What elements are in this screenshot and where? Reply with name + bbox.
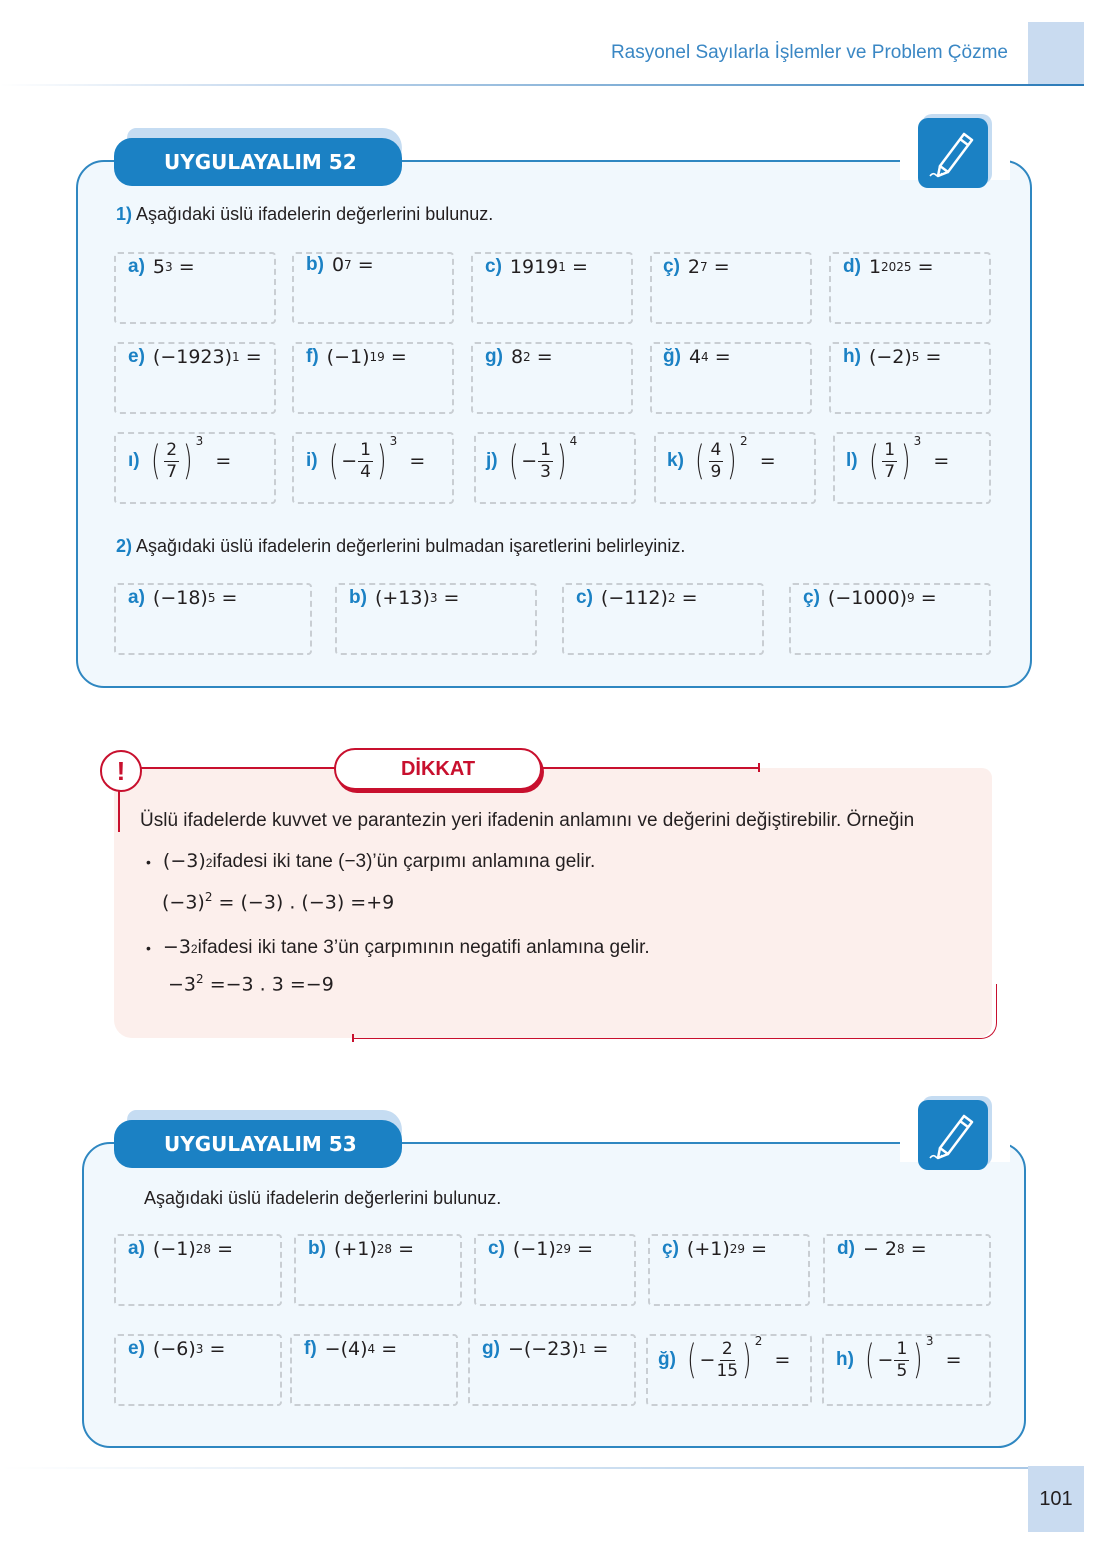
example-2: $-3^2 =-3$ . 3 =−9 — [168, 972, 334, 996]
fraction-expression: ğ) ( − $\frac{2}{15}$ ) $^2$ = — [658, 1334, 791, 1383]
expression-item: ç) (−1000) 9 = — [803, 587, 937, 609]
expression-item: c) 1919 1 = — [485, 256, 588, 278]
expression-item: c) (−1) 29 = — [488, 1238, 593, 1260]
bullet-marker: • — [146, 854, 151, 870]
pencil-icon — [918, 118, 988, 188]
example-1: $(-3)^2 = (-3)$ . (−3) =+9 — [162, 890, 395, 914]
warning-bottom-right-rule — [352, 984, 997, 1039]
footer-rule — [0, 1467, 1028, 1469]
question-2-number: 2) — [116, 536, 133, 556]
header-corner-block — [1028, 22, 1084, 86]
expression-item: b) (+13) 3 = — [349, 587, 460, 609]
pencil-icon — [918, 1100, 988, 1170]
bullet-marker: • — [146, 940, 151, 956]
expression-item: a) 5 3 = — [128, 256, 195, 278]
exercise-52-tab: UYGULAYALIM 52 — [114, 138, 402, 186]
question-53-text: Aşağıdaki üslü ifadelerin değerlerini bulunuz. — [144, 1188, 502, 1208]
expression-item: h) (−2) 5 = — [843, 346, 942, 368]
expression-item: f) −(4) 4 = — [304, 1338, 398, 1360]
fraction-expression: ı) ( $\frac{2}{7}$ ) $^3$ = — [128, 434, 232, 484]
exercise-53-tab: UYGULAYALIM 53 — [114, 1120, 402, 1168]
header-rule — [0, 84, 1084, 86]
bullet-1: • (−3) 2 ifadesi iki tane (−3)’ün çarpımı anlamına gelir. — [146, 850, 596, 872]
running-header: Rasyonel Sayılarla İşlemler ve Problem Çözme — [610, 42, 1008, 63]
warning-intro: Üslü ifadelerde kuvvet ve parantezin yeri ifadenin anlamını ve değerini değiştirebilir. Örneğin — [140, 810, 915, 831]
question-1-title — [116, 204, 493, 225]
page-number: 101 — [1039, 1488, 1073, 1510]
question-1-text: Aşağıdaki üslü ifadelerin değerlerini bulunuz. — [136, 204, 494, 224]
warning-top-rule-end — [758, 763, 760, 772]
expression-item: e) (−1923) 1 = — [128, 346, 262, 368]
question-1-number: 1) — [116, 204, 133, 224]
expression-item: d) − 2 8 = — [837, 1238, 927, 1260]
fraction-expression: i) ( − $\frac{1}{4}$ ) $^3$ = — [306, 434, 426, 484]
expression-item: ğ) 4 4 = — [663, 346, 731, 368]
expression-item: ç) (+1) 29 = — [662, 1238, 767, 1260]
fraction-expression: j) ( − $\frac{1}{3}$ ) $^4$ — [486, 434, 578, 484]
expression-item: b) (+1) 28 = — [308, 1238, 415, 1260]
pencil-badge-53 — [918, 1100, 988, 1170]
expression-item: a) (−1) 28 = — [128, 1238, 233, 1260]
expression-item: c) (−112) 2 = — [576, 587, 698, 609]
expression-item: a) (−18) 5 = — [128, 587, 238, 609]
exclamation-icon: ! — [100, 750, 142, 792]
expression-item: f) (−1) 19 = — [306, 346, 407, 368]
expression-item: b) 0 7 = — [306, 254, 374, 276]
warning-left-rule — [118, 788, 120, 832]
pencil-badge-52 — [918, 118, 988, 188]
expression-item: g) 8 2 = — [485, 346, 553, 368]
warning-tab: DİKKAT — [334, 748, 542, 790]
expression-item: ç) 2 7 = — [663, 256, 730, 278]
warning-bottom-rule-end — [352, 1034, 354, 1042]
expression-item: e) (−6) 3 = — [128, 1338, 226, 1360]
fraction-expression: h) ( − $\frac{1}{5}$ ) $^3$ = — [836, 1334, 962, 1383]
bullet-2: • −3 2 ifadesi iki tane 3’ün çarpımının negatifi anlamına gelir. — [146, 936, 650, 958]
fraction-expression: l) ( $\frac{1}{7}$ ) $^3$ = — [846, 434, 950, 484]
expression-item: d) 1 2025 = — [843, 256, 934, 278]
expression-item: g) −(−23) 1 = — [482, 1338, 609, 1360]
fraction-expression: k) ( $\frac{4}{9}$ ) $^2$ = — [667, 434, 776, 484]
question-2-title — [116, 536, 685, 557]
question-2-text: Aşağıdaki üslü ifadelerin değerlerini bulmadan işaretlerini belirleyiniz. — [136, 536, 686, 556]
